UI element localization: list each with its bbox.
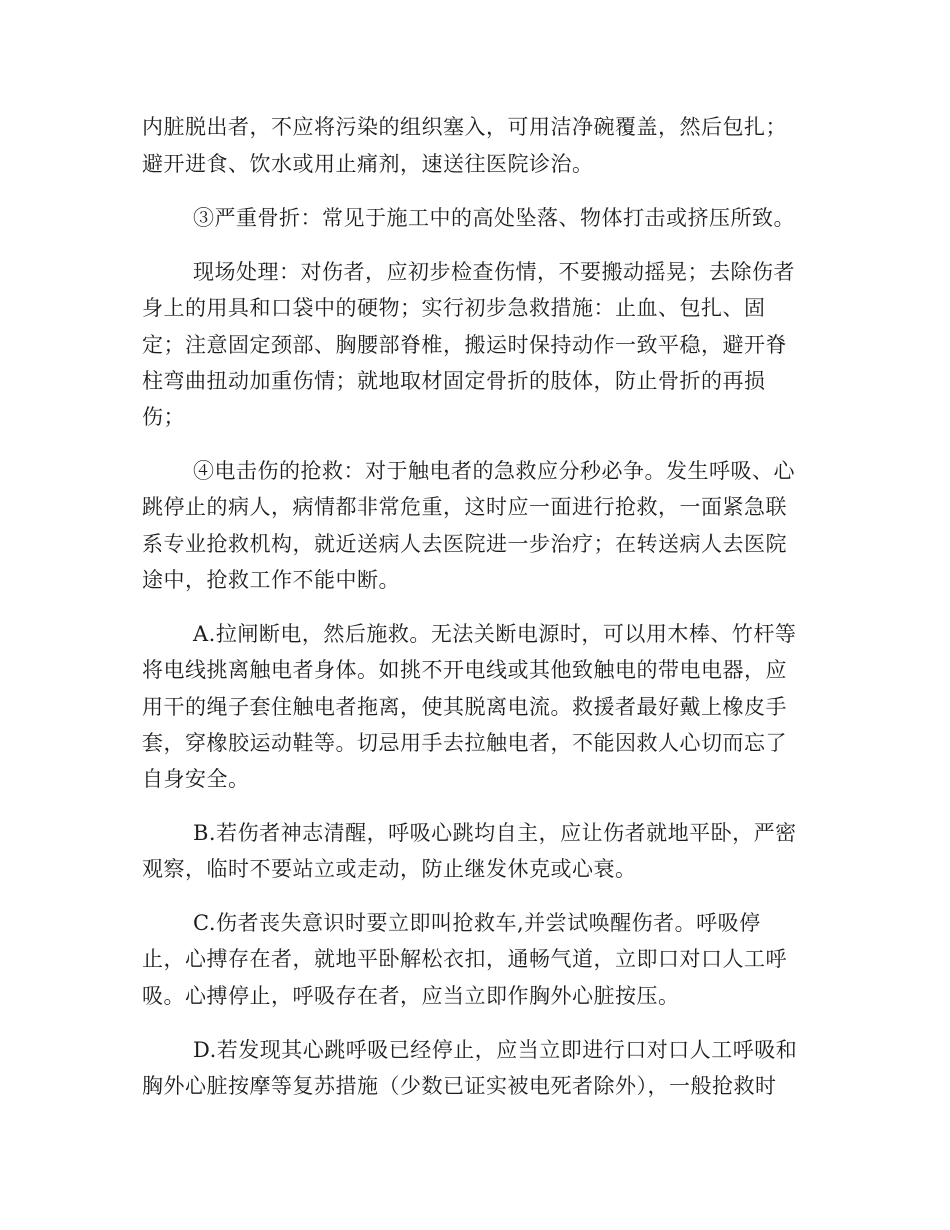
- text-line: 内脏脱出者，不应将污染的组织塞入，可用洁净碗覆盖，然后包扎；: [142, 115, 787, 139]
- text-line: 柱弯曲扭动加重伤情；就地取材固定骨折的肢体，防止骨折的再损: [142, 369, 766, 393]
- text-line: 胸外心脏按摩等复苏措施（少数已证实被电死者除外），一般抢救时: [142, 1074, 777, 1098]
- text-line: 身上的用具和口袋中的硬物；实行初步急救措施：止血、包扎、固: [142, 296, 766, 320]
- text-line: 自身安全。: [142, 767, 250, 791]
- text-line: C.伤者丧失意识时要立即叫抢救车,并尝试唤醒伤者。呼吸停: [193, 911, 761, 935]
- text-line: 观察，临时不要站立或走动，防止继发休克或心衰。: [142, 857, 637, 881]
- text-line: 吸。心搏停止，呼吸存在者，应当立即作胸外心脏按压。: [142, 984, 680, 1008]
- text-line: B.若伤者神志清醒，呼吸心跳均自主，应让伤者就地平卧，严密: [193, 821, 797, 845]
- text-line: 定；注意固定颈部、胸腰部脊椎，搬运时保持动作一致平稳，避开脊: [142, 333, 787, 357]
- text-line: 现场处理：对伤者，应初步检查伤情，不要搬动摇晃；去除伤者: [193, 260, 795, 284]
- text-line: 止，心搏存在者，就地平卧解松衣扣，通畅气道，立即口对口人工呼: [142, 947, 787, 971]
- text-line: 途中，抢救工作不能中断。: [142, 568, 400, 592]
- text-line: A.拉闸断电，然后施救。无法关断电源时，可以用木棒、竹杆等: [193, 622, 797, 646]
- text-line: 跳停止的病人，病情都非常危重，这时应一面进行抢救，一面紧急联: [142, 495, 787, 519]
- text-line: 将电线挑离触电者身体。如挑不开电线或其他致触电的带电电器，应: [142, 658, 787, 682]
- text-line: 用干的绳子套住触电者拖离，使其脱离电流。救援者最好戴上橡皮手: [142, 695, 787, 719]
- text-line: 避开进食、饮水或用止痛剂，速送往医院诊治。: [142, 152, 594, 176]
- text-line: 套，穿橡胶运动鞋等。切忌用手去拉触电者，不能因救人心切而忘了: [142, 731, 787, 755]
- text-line: ③严重骨折：常见于施工中的高处坠落、物体打击或挤压所致。: [193, 206, 795, 230]
- text-line: 伤；: [142, 405, 185, 429]
- text-line: ④电击伤的抢救：对于触电者的急救应分秒必争。发生呼吸、心: [193, 459, 795, 483]
- text-line: 系专业抢救机构，就近送病人去医院进一步治疗；在转送病人去医院: [142, 532, 787, 556]
- text-line: D.若发现其心跳呼吸已经停止，应当立即进行口对口人工呼吸和: [193, 1038, 798, 1062]
